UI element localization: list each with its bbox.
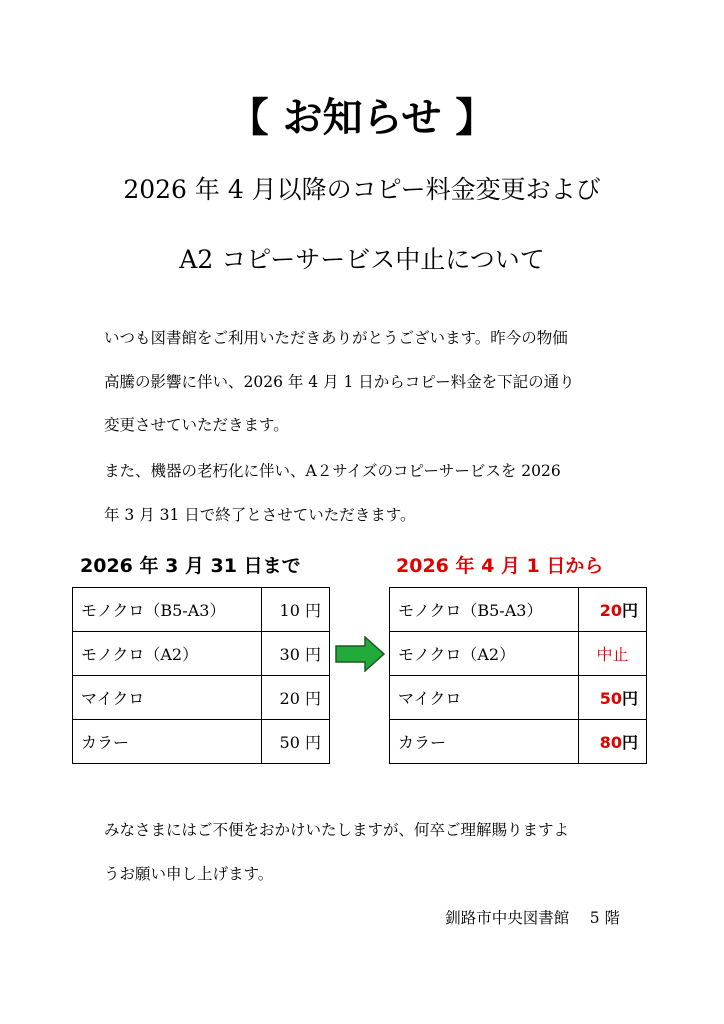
price-number: 80 [599,733,622,752]
closing-line-1: みなさまにはご不便をおかけいたしますが、何卒ご理解賜りますよ [104,821,570,839]
row-price [579,676,647,720]
discontinued-label: 中止 [596,645,629,664]
table-row [73,676,330,720]
row-name: マイクロ [390,676,579,720]
closing-line-2: うお願い申し上げます。 [104,865,274,883]
table-row [73,632,330,676]
row-price: 30 円 [262,632,330,676]
after-heading: 2026 年 4 月 1 日から [396,555,604,577]
table-row [73,720,330,764]
row-price: 10 円 [262,588,330,632]
body-line-2: 高騰の影響に伴い、2026 年 4 月 1 日からコピー料金を下記の通り [104,373,575,391]
before-heading: 2026 年 3 月 31 日まで [80,555,301,577]
row-name: マイクロ [73,676,262,720]
table-row [390,632,647,676]
row-name: モノクロ（A2） [73,632,262,676]
signature: 釧路市中央図書館 5 階 [445,909,620,927]
arrow-right-icon [335,636,385,672]
price-unit: 円 [621,733,638,752]
row-name: カラー [390,720,579,764]
table-row [390,676,647,720]
table-row [390,720,647,764]
price-table-before [72,587,330,764]
table-row [73,588,330,632]
body-line-4: また、機器の老朽化に伴い、A２サイズのコピーサービスを 2026 [104,462,561,480]
body-line-5: 年 3 月 31 日で終了とさせていただきます。 [104,506,416,524]
body-line-1: いつも図書館をご利用いただきありがとうございます。昨今の物価 [104,329,568,347]
subtitle-line-2: A2 コピーサービス中止について [179,245,545,274]
subtitle-line-1: 2026 年 4 月以降のコピー料金変更および [123,175,601,204]
price-number: 50 [599,689,622,708]
row-status [579,632,647,676]
row-name: モノクロ（B5-A3） [73,588,262,632]
row-name: モノクロ（A2） [390,632,579,676]
row-price [579,720,647,764]
row-price [579,588,647,632]
row-name: カラー [73,720,262,764]
row-price: 20 円 [262,676,330,720]
table-row [390,588,647,632]
price-unit: 円 [621,601,638,620]
row-price: 50 円 [262,720,330,764]
body-line-3: 変更させていただきます。 [104,416,289,434]
notice-title: 【 お知らせ 】 [228,95,496,141]
price-table-after [389,587,647,764]
price-number: 20 [599,601,622,620]
row-name: モノクロ（B5-A3） [390,588,579,632]
price-unit: 円 [621,689,638,708]
